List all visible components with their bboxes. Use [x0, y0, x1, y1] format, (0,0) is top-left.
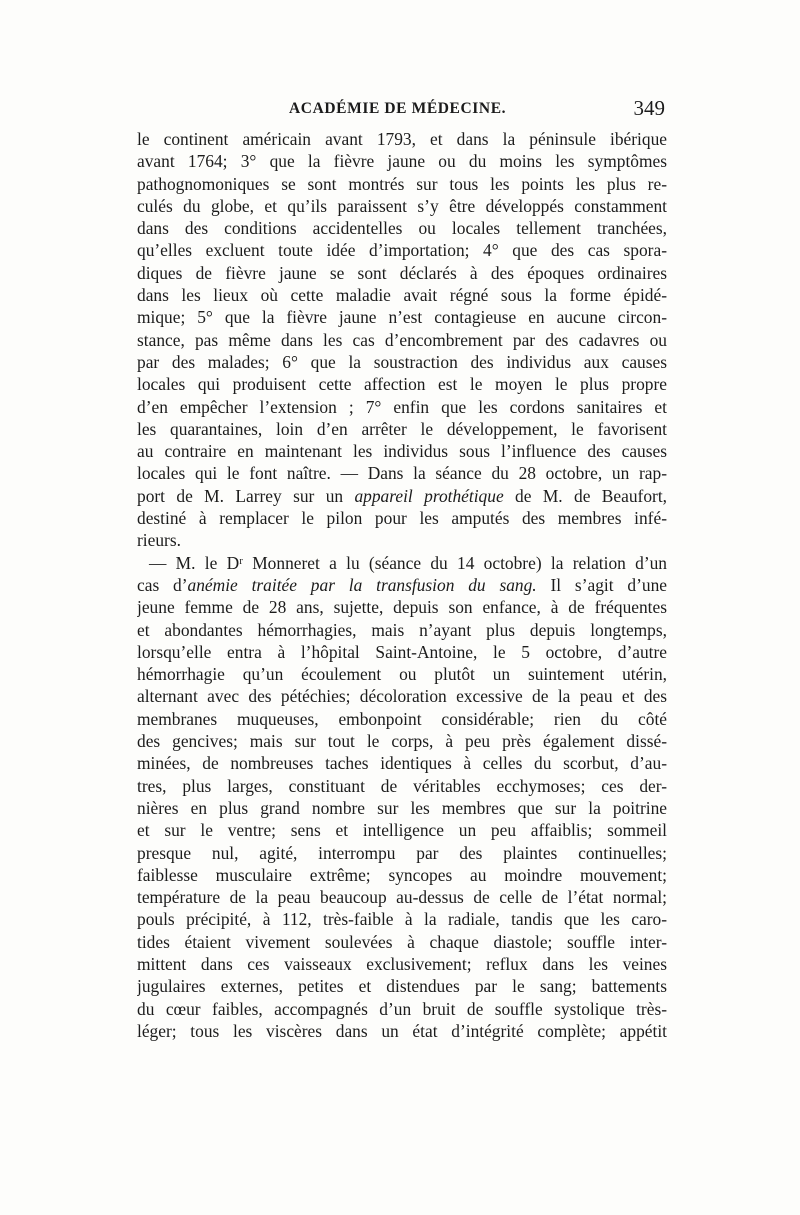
text-line: [137, 373, 667, 395]
text-segment: qu’elles excluent toute idée d’importation; 4° que des cas spora-: [137, 240, 667, 261]
text-line: [137, 685, 667, 707]
text-line: [137, 574, 667, 596]
text-segment: et abondantes hémorrhagies, mais n’ayant plus depuis longtemps,: [137, 619, 667, 640]
text-line: [137, 1020, 667, 1042]
text-segment: destiné à remplacer le pilon pour les amputés des membres infé-: [137, 508, 667, 529]
text-segment: les quarantaines, loin d’en arrêter le développement, le favorisent: [137, 418, 667, 439]
text-segment: faiblesse musculaire extrême; syncopes au moindre mouvement;: [137, 864, 667, 885]
text-line: [137, 262, 667, 284]
text-line: [137, 284, 667, 306]
text-line: [137, 195, 667, 217]
text-line: [137, 462, 667, 484]
text-line: [137, 485, 667, 507]
text-segment: avant 1764; 3° que la fièvre jaune ou du moins les symptômes: [137, 151, 667, 172]
text-line: [137, 396, 667, 418]
text-segment: de M. de Beaufort,: [503, 485, 667, 506]
text-line: [137, 128, 667, 150]
text-segment: lorsqu’elle entra à l’hôpital Saint-Antoine, le 5 octobre, d’autre: [137, 641, 667, 662]
text-line: [137, 998, 667, 1020]
text-segment: hémorrhagie qu’un écoulement ou plutôt un suintement utérin,: [137, 664, 667, 685]
page-header: [137, 96, 667, 122]
text-line: [137, 663, 667, 685]
text-segment: rieurs.: [137, 530, 181, 551]
text-segment: membranes muqueuses, embonpoint considérable; rien du côté: [137, 708, 667, 729]
text-segment: jeune femme de 28 ans, sujette, depuis son enfance, à de fréquentes: [137, 597, 667, 618]
text-segment: jugulaires externes, petites et distendues par le sang; battements: [137, 976, 667, 997]
text-line: [137, 931, 667, 953]
text-line: [137, 217, 667, 239]
text-line: [137, 886, 667, 908]
text-line: [137, 908, 667, 930]
text-segment: — M. le Dʳ Monneret a lu (séance du 14 octobre) la relation d’un: [149, 552, 667, 573]
text-line: [137, 842, 667, 864]
text-line: [137, 418, 667, 440]
text-segment: diques de fièvre jaune se sont déclarés à des époques ordinaires: [137, 262, 667, 283]
text-segment: stance, pas même dans les cas d’encombrement par des cadavres ou: [137, 329, 667, 350]
text-line: [137, 819, 667, 841]
text-segment: tres, plus larges, constituant de véritables ecchymoses; ces der-: [137, 775, 667, 796]
text-line: [137, 730, 667, 752]
text-segment: dans les lieux où cette maladie avait régné sous la forme épidé-: [137, 285, 667, 306]
text-line: [137, 797, 667, 819]
text-line: [137, 752, 667, 774]
text-line: [137, 641, 667, 663]
text-segment: d’en empêcher l’extension ; 7° enfin que les cordons sanitaires et: [137, 396, 667, 417]
text-line: [137, 529, 667, 551]
text-line: [137, 975, 667, 997]
text-segment: alternant avec des pétéchies; décoloration excessive de la peau et des: [137, 686, 667, 707]
text-segment: pathognomoniques se sont montrés sur tous les points les plus re-: [137, 173, 667, 194]
text-line: [137, 239, 667, 261]
page-number: 349: [633, 96, 665, 120]
running-title: ACADÉMIE DE MÉDECINE.: [289, 100, 507, 117]
text-segment: locales qui le font naître. — Dans la séance du 28 octobre, un rap-: [137, 463, 667, 484]
text-segment: port de M. Larrey sur un: [137, 485, 355, 506]
text-segment: par des malades; 6° que la soustraction des individus aux causes: [137, 351, 667, 372]
text-line: [137, 953, 667, 975]
text-line: [137, 173, 667, 195]
text-segment: minées, de nombreuses taches identiques à celles du scorbut, d’au-: [137, 753, 667, 774]
text-segment: du cœur faibles, accompagnés d’un bruit de souffle systolique très-: [137, 998, 667, 1019]
text-segment: presque nul, agité, interrompu par des plaintes continuelles;: [137, 842, 667, 863]
text-line: [137, 708, 667, 730]
text-segment: température de la peau beaucoup au-dessus de celle de l’état normal;: [137, 887, 667, 908]
text-segment: nières en plus grand nombre sur les membres que sur la poitrine: [137, 797, 667, 818]
text-segment: dans des conditions accidentelles ou locales tellement tranchées,: [137, 218, 667, 239]
text-line: [137, 150, 667, 172]
text-segment: pouls précipité, à 112, très-faible à la radiale, tandis que les caro-: [137, 909, 667, 930]
text-segment: culés du globe, et qu’ils paraissent s’y être développés constamment: [137, 195, 667, 216]
text-segment: cas d’: [137, 574, 188, 595]
text-segment: et sur le ventre; sens et intelligence un peu affaiblis; sommeil: [137, 820, 667, 841]
text-segment: des gencives; mais sur tout le corps, à peu près également dissé-: [137, 731, 667, 752]
text-line: [137, 552, 667, 574]
italic-text: appareil prothétique: [354, 485, 504, 506]
text-line: [137, 619, 667, 641]
text-line: [137, 507, 667, 529]
body-text: [137, 128, 667, 1042]
text-line: [137, 775, 667, 797]
text-line: [137, 329, 667, 351]
text-segment: locales qui produisent cette affection est le moyen le plus propre: [137, 374, 667, 395]
text-line: [137, 440, 667, 462]
text-segment: Il s’agit d’une: [536, 574, 667, 595]
text-segment: léger; tous les viscères dans un état d’intégrité complète; appétit: [137, 1020, 667, 1041]
text-segment: mittent dans ces vaisseaux exclusivement; reflux dans les veines: [137, 953, 667, 974]
text-line: [137, 351, 667, 373]
italic-text: anémie traitée par la transfusion du sang.: [187, 574, 537, 595]
text-segment: mique; 5° que la fièvre jaune n’est contagieuse en aucune circon-: [137, 307, 667, 328]
text-segment: au contraire en maintenant les individus sous l’influence des causes: [137, 441, 667, 462]
text-segment: tides étaient vivement soulevées à chaque diastole; souffle inter-: [137, 931, 667, 952]
text-line: [137, 306, 667, 328]
text-segment: le continent américain avant 1793, et dans la péninsule ibérique: [137, 129, 667, 149]
text-line: [137, 596, 667, 618]
text-line: [137, 864, 667, 886]
